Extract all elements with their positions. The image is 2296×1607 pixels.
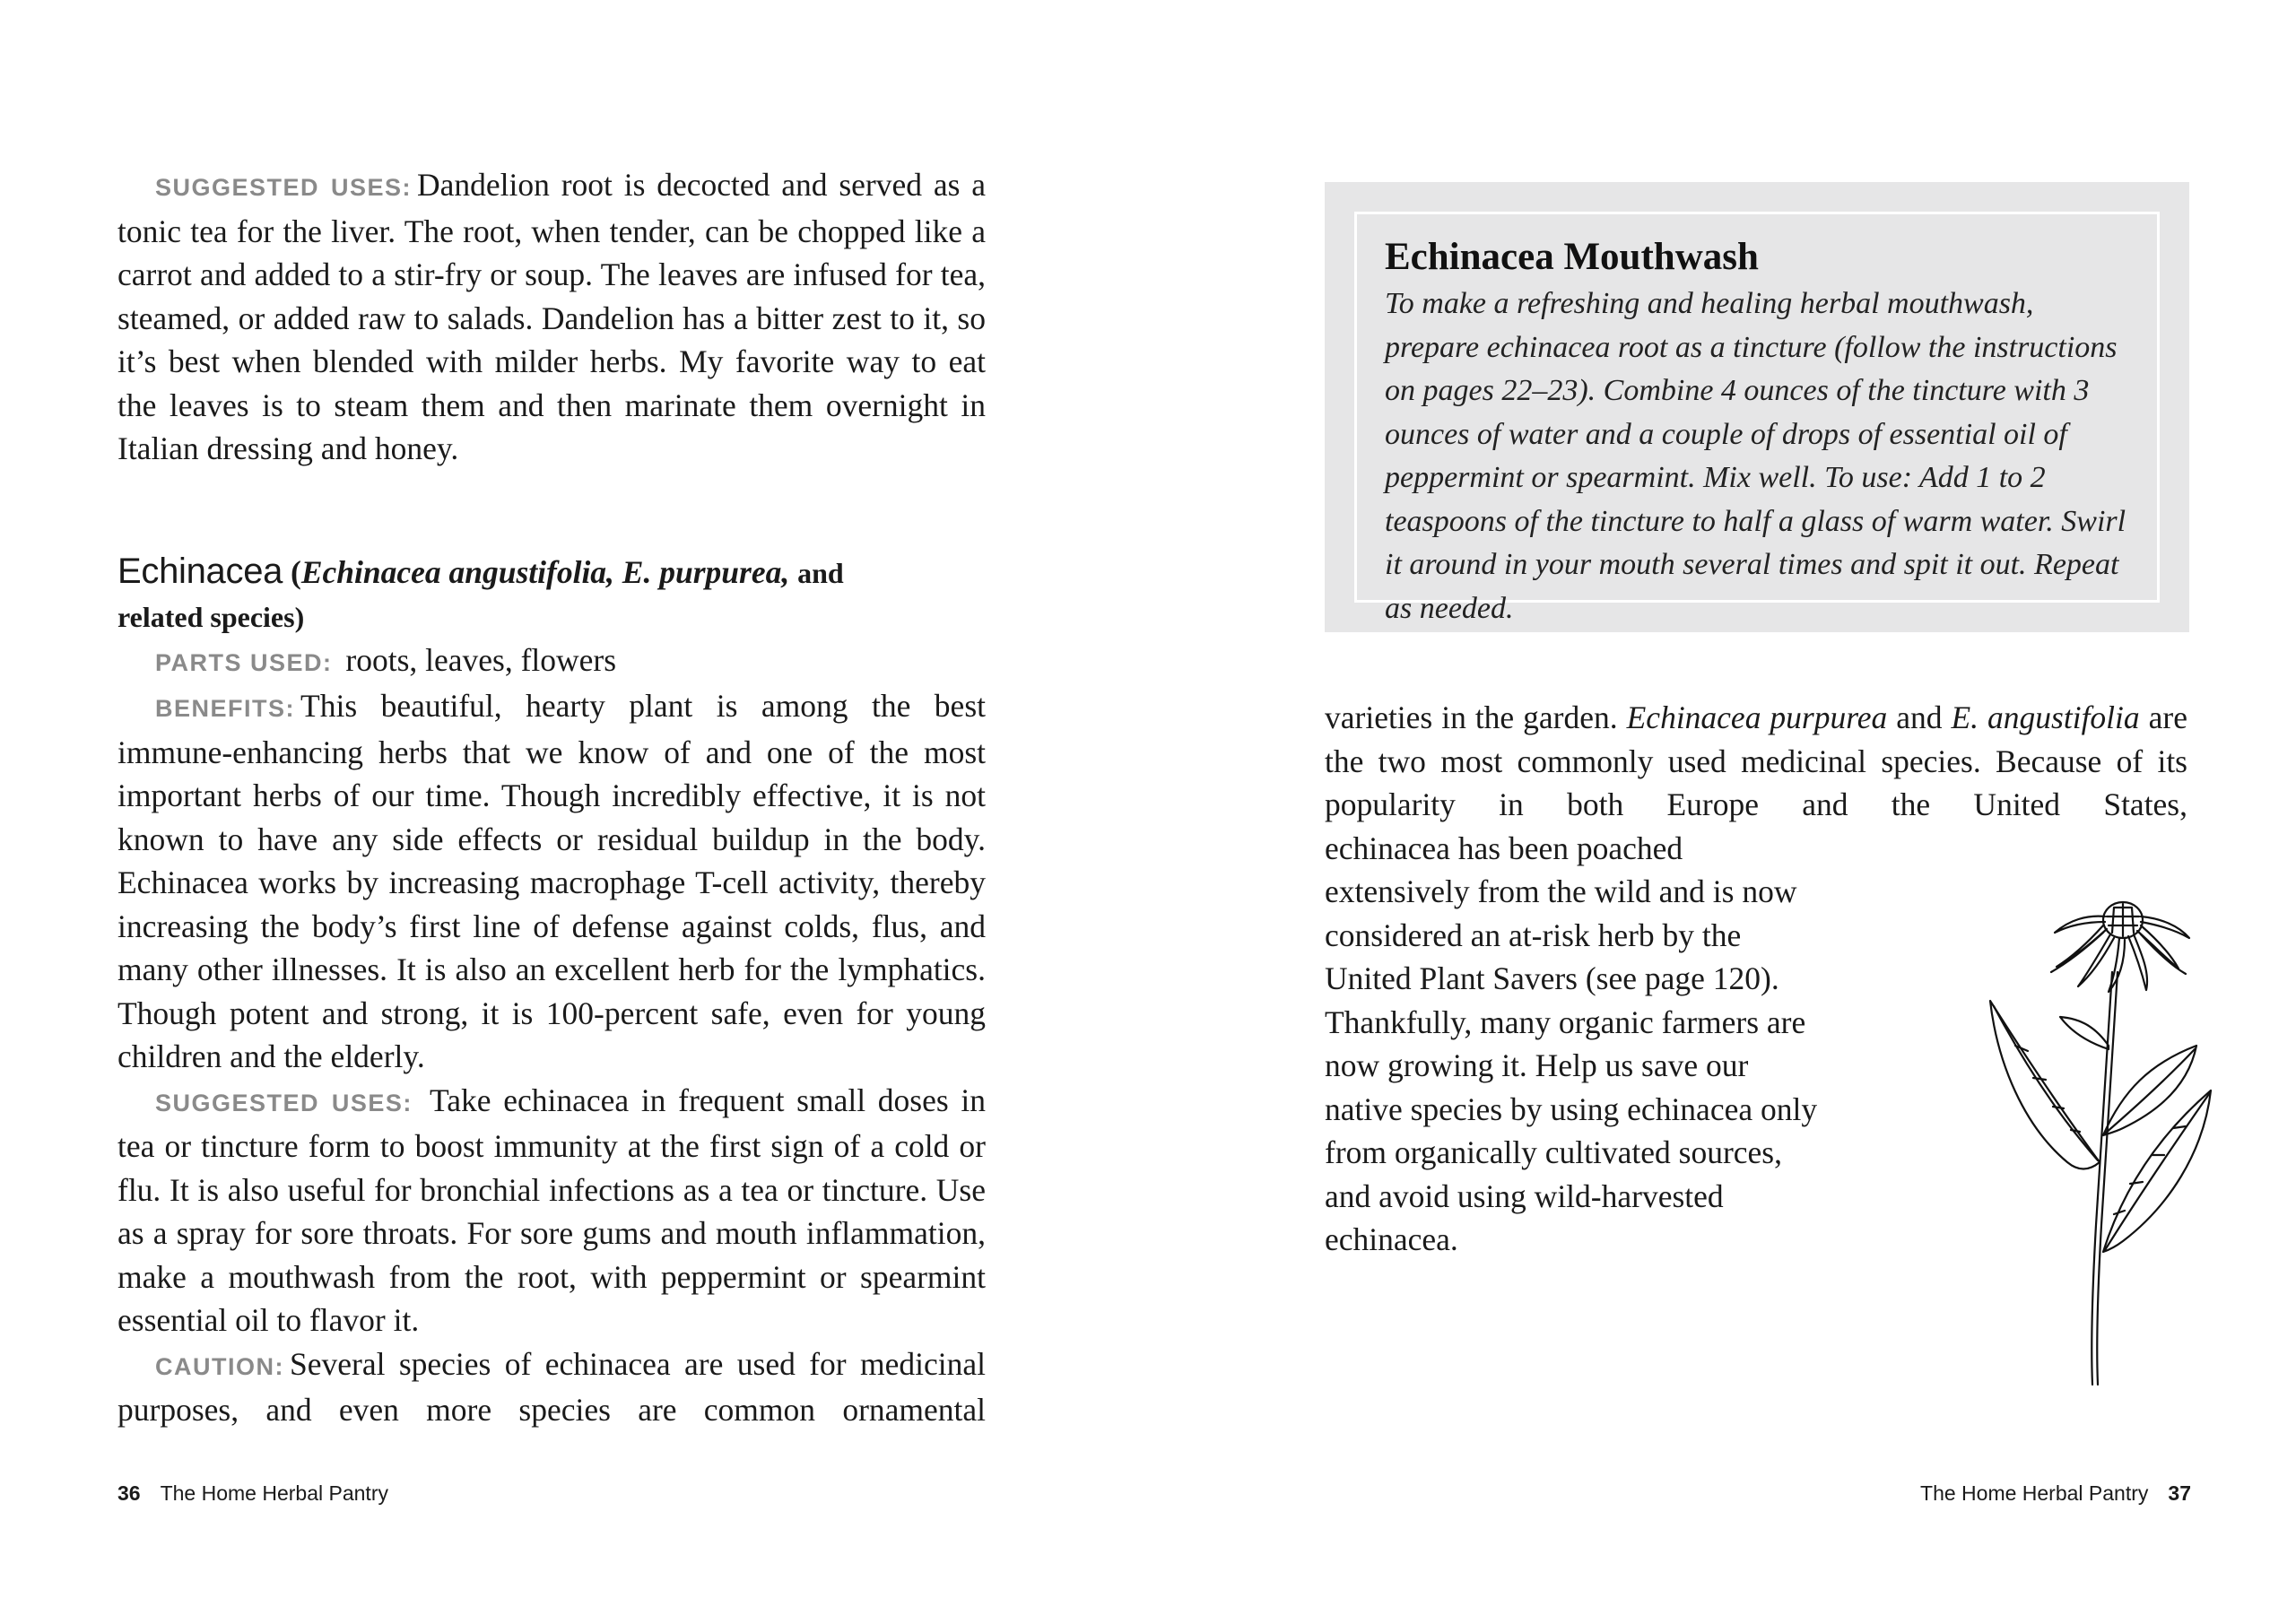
dandelion-uses-paragraph [117,163,986,471]
caution-paragraph [117,1342,986,1432]
page-number-right: 37 [2168,1481,2191,1505]
dandelion-uses-text: Dandelion root is decocted and served as a tonic tea for the liver. The root, when tender, can be chopped like a carrot and added to a stir-fry or soup. The leaves are infused for tea, steamed, or added raw to salads. Dandelion has a bitter zest to it, so it’s best when blended with milder herbs. My favorite way to eat the leaves is to steam them and then marinate them overnight in Italian dressing and honey. [117,167,986,466]
entry-heading [117,550,986,638]
continued-text-3: are the two most commonly used medicinal species. Because of its popularity in both Europe and the United States, [1325,699,2187,822]
caution-text: Several species of echinacea are used for medicinal purposes, and even more species are common ornamental [117,1345,986,1428]
benefits-paragraph [117,684,986,1079]
entry-and: and [797,556,844,589]
parts-used-paragraph [117,638,986,685]
right-text-column [1325,696,2187,1262]
sidebar-title: Echinacea Mouthwash [1385,236,1759,278]
benefits-text: This beautiful, hearty plant is among the best immune-enhancing herbs that we know of and one of the most important herbs of our time. Though incredibly effective, it is not known to have any side effects or residual buildup in the body. Echinacea works by increasing macrophage T-cell activity, thereby increasing the body’s first line of defense against colds, flus, and many other illnesses. It is also an excellent herb for the lymphatics. Though potent and strong, it is 100-percent safe, even for young children and the elderly. [117,688,986,1074]
sidebar-body: To make a refreshing and healing herbal mouthwash, prepare echinacea root as a tincture (follow the instructions on pages 22–23). Combine 4 ounces of the tincture with 3 ounces of water and a couple of drops of essential oil of peppermint or spearmint. Mix well. To use: Add 1 to 2 teaspoons of the tincture to half a glass of warm water. Swirl it around in your mouth several times and spit it out. Repeat as needed. [1385,287,2126,625]
entry-name: Echinacea [117,551,283,591]
page-number-left: 36 [117,1481,141,1505]
entry-related-species: related species) [117,600,305,633]
suggested-uses-label: SUGGESTED USES: [155,174,413,201]
continued-paragraph [1325,696,2187,827]
left-footer [117,1481,388,1506]
mouthwash-sidebar [1325,182,2189,632]
parts-used-text: roots, leaves, flowers [345,641,617,678]
caution-label: CAUTION: [155,1352,284,1380]
continued-text-2: and [1896,699,1943,735]
entry-paren: ( [290,553,301,590]
latin-angustifolia: E. angustifolia [1951,699,2140,735]
parts-used-label: PARTS USED: [155,648,333,676]
echinacea-uses-text: Take echinacea in frequent small doses in tea or tincture form to boost immunity at the first sign of a cold or flu. It is also useful for bronchial infections as a tea or tincture. Use as a spray for sore throats. For sore gums and mouth inflammation, make a mouthwash from the root, with peppermint or spearmint essential oil to flavor it. [117,1081,987,1338]
sidebar-frame [1354,212,2160,625]
benefits-label: BENEFITS: [155,695,296,722]
wrapped-text-block [1325,827,1827,1262]
entry-latin-name: Echinacea angustifolia, E. purpurea, [300,553,790,590]
left-text-column [117,163,986,1432]
suggested-uses-label-2: SUGGESTED USES: [155,1089,413,1116]
wrapped-paragraph: echinacea has been poached extensively from the wild and is now considered an at-risk herb by the United Plant Savers (see page 120). Thankfully, many organic farmers are now growing it. Help us save our native species by using echinacea only from organically cultivated sources, and avoid using wild-harvested echinacea. [1325,830,1818,1257]
right-footer [1920,1481,2191,1506]
echinacea-uses-paragraph [117,1079,986,1342]
running-title-left: The Home Herbal Pantry [160,1481,388,1505]
running-title-right: The Home Herbal Pantry [1920,1481,2149,1505]
echinacea-flower-illustration [1988,866,2214,1386]
right-page [1148,0,2296,1607]
latin-purpurea: Echinacea purpurea [1626,699,1888,735]
continued-text-1: varieties in the garden. [1325,699,1618,735]
